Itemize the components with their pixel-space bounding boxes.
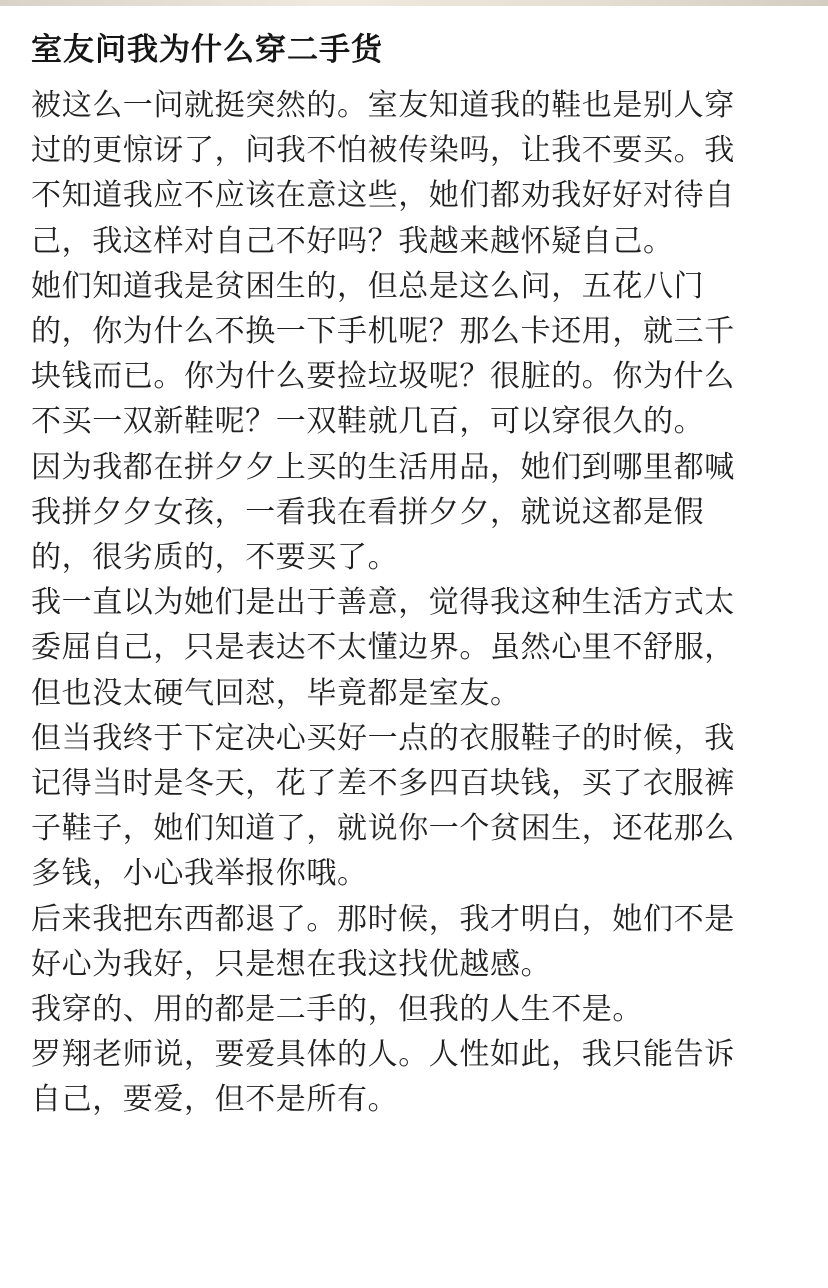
text-line: 我一直以为她们是出于善意，觉得我这种生活方式太 (31, 585, 735, 621)
text-line: 自己，要爱，但不是所有。 (31, 1082, 399, 1118)
text-line: 己，我这样对自己不好吗？我越来越怀疑自己。 (31, 223, 674, 259)
text-line: 我拼夕夕女孩，一看我在看拼夕夕，就说这都是假 (31, 494, 705, 530)
text-line: 的，你为什么不换一下手机呢？那么卡还用，就三千 (31, 314, 735, 350)
paragraph-3 (31, 445, 801, 581)
text-line: 我穿的、用的都是二手的，但我的人生不是。 (31, 992, 643, 1028)
text-line: 罗翔老师说，要爱具体的人。人性如此，我只能告诉 (31, 1037, 735, 1073)
article-title: 室友问我为什么穿二手货 (31, 32, 383, 68)
paragraph-2 (31, 264, 801, 445)
text-line: 但当我终于下定决心买好一点的衣服鞋子的时候，我 (31, 720, 735, 756)
text-line: 不买一双新鞋呢？一双鞋就几百，可以穿很久的。 (31, 404, 705, 440)
text-line: 她们知道我是贫困生的，但总是这么问，五花八门 (31, 268, 705, 304)
text-line: 多钱，小心我举报你哦。 (31, 856, 368, 892)
text-line: 的，很劣质的，不要买了。 (31, 540, 399, 576)
text-line: 被这么一问就挺突然的。室友知道我的鞋也是别人穿 (31, 88, 735, 123)
text-line: 好心为我好，只是想在我这找优越感。 (31, 946, 552, 982)
paragraph-6 (31, 897, 801, 987)
text-line: 不知道我应不应该在意这些，她们都劝我好好对待自 (31, 178, 735, 214)
paragraph-7 (31, 987, 801, 1032)
article (31, 27, 801, 1123)
text-line: 后来我把东西都退了。那时候，我才明白，她们不是 (31, 901, 735, 937)
text-line: 块钱而已。你为什么要捡垃圾呢？很脏的。你为什么 (31, 359, 735, 395)
paragraph-8 (31, 1032, 801, 1122)
text-line: 子鞋子，她们知道了，就说你一个贫困生，还花那么 (31, 811, 735, 847)
paragraph-1 (31, 83, 801, 264)
text-line: 因为我都在拼夕夕上买的生活用品，她们到哪里都喊 (31, 449, 735, 485)
text-line: 过的更惊讶了，问我不怕被传染吗，让我不要买。我 (31, 133, 735, 169)
paragraph-4 (31, 580, 801, 716)
top-divider (0, 0, 828, 6)
text-line: 记得当时是冬天，花了差不多四百块钱，买了衣服裤 (31, 766, 735, 802)
text-line: 委屈自己，只是表达不太懂边界。虽然心里不舒服， (31, 630, 735, 666)
text-line: 但也没太硬气回怼，毕竟都是室友。 (31, 675, 521, 711)
paragraph-5 (31, 716, 801, 897)
